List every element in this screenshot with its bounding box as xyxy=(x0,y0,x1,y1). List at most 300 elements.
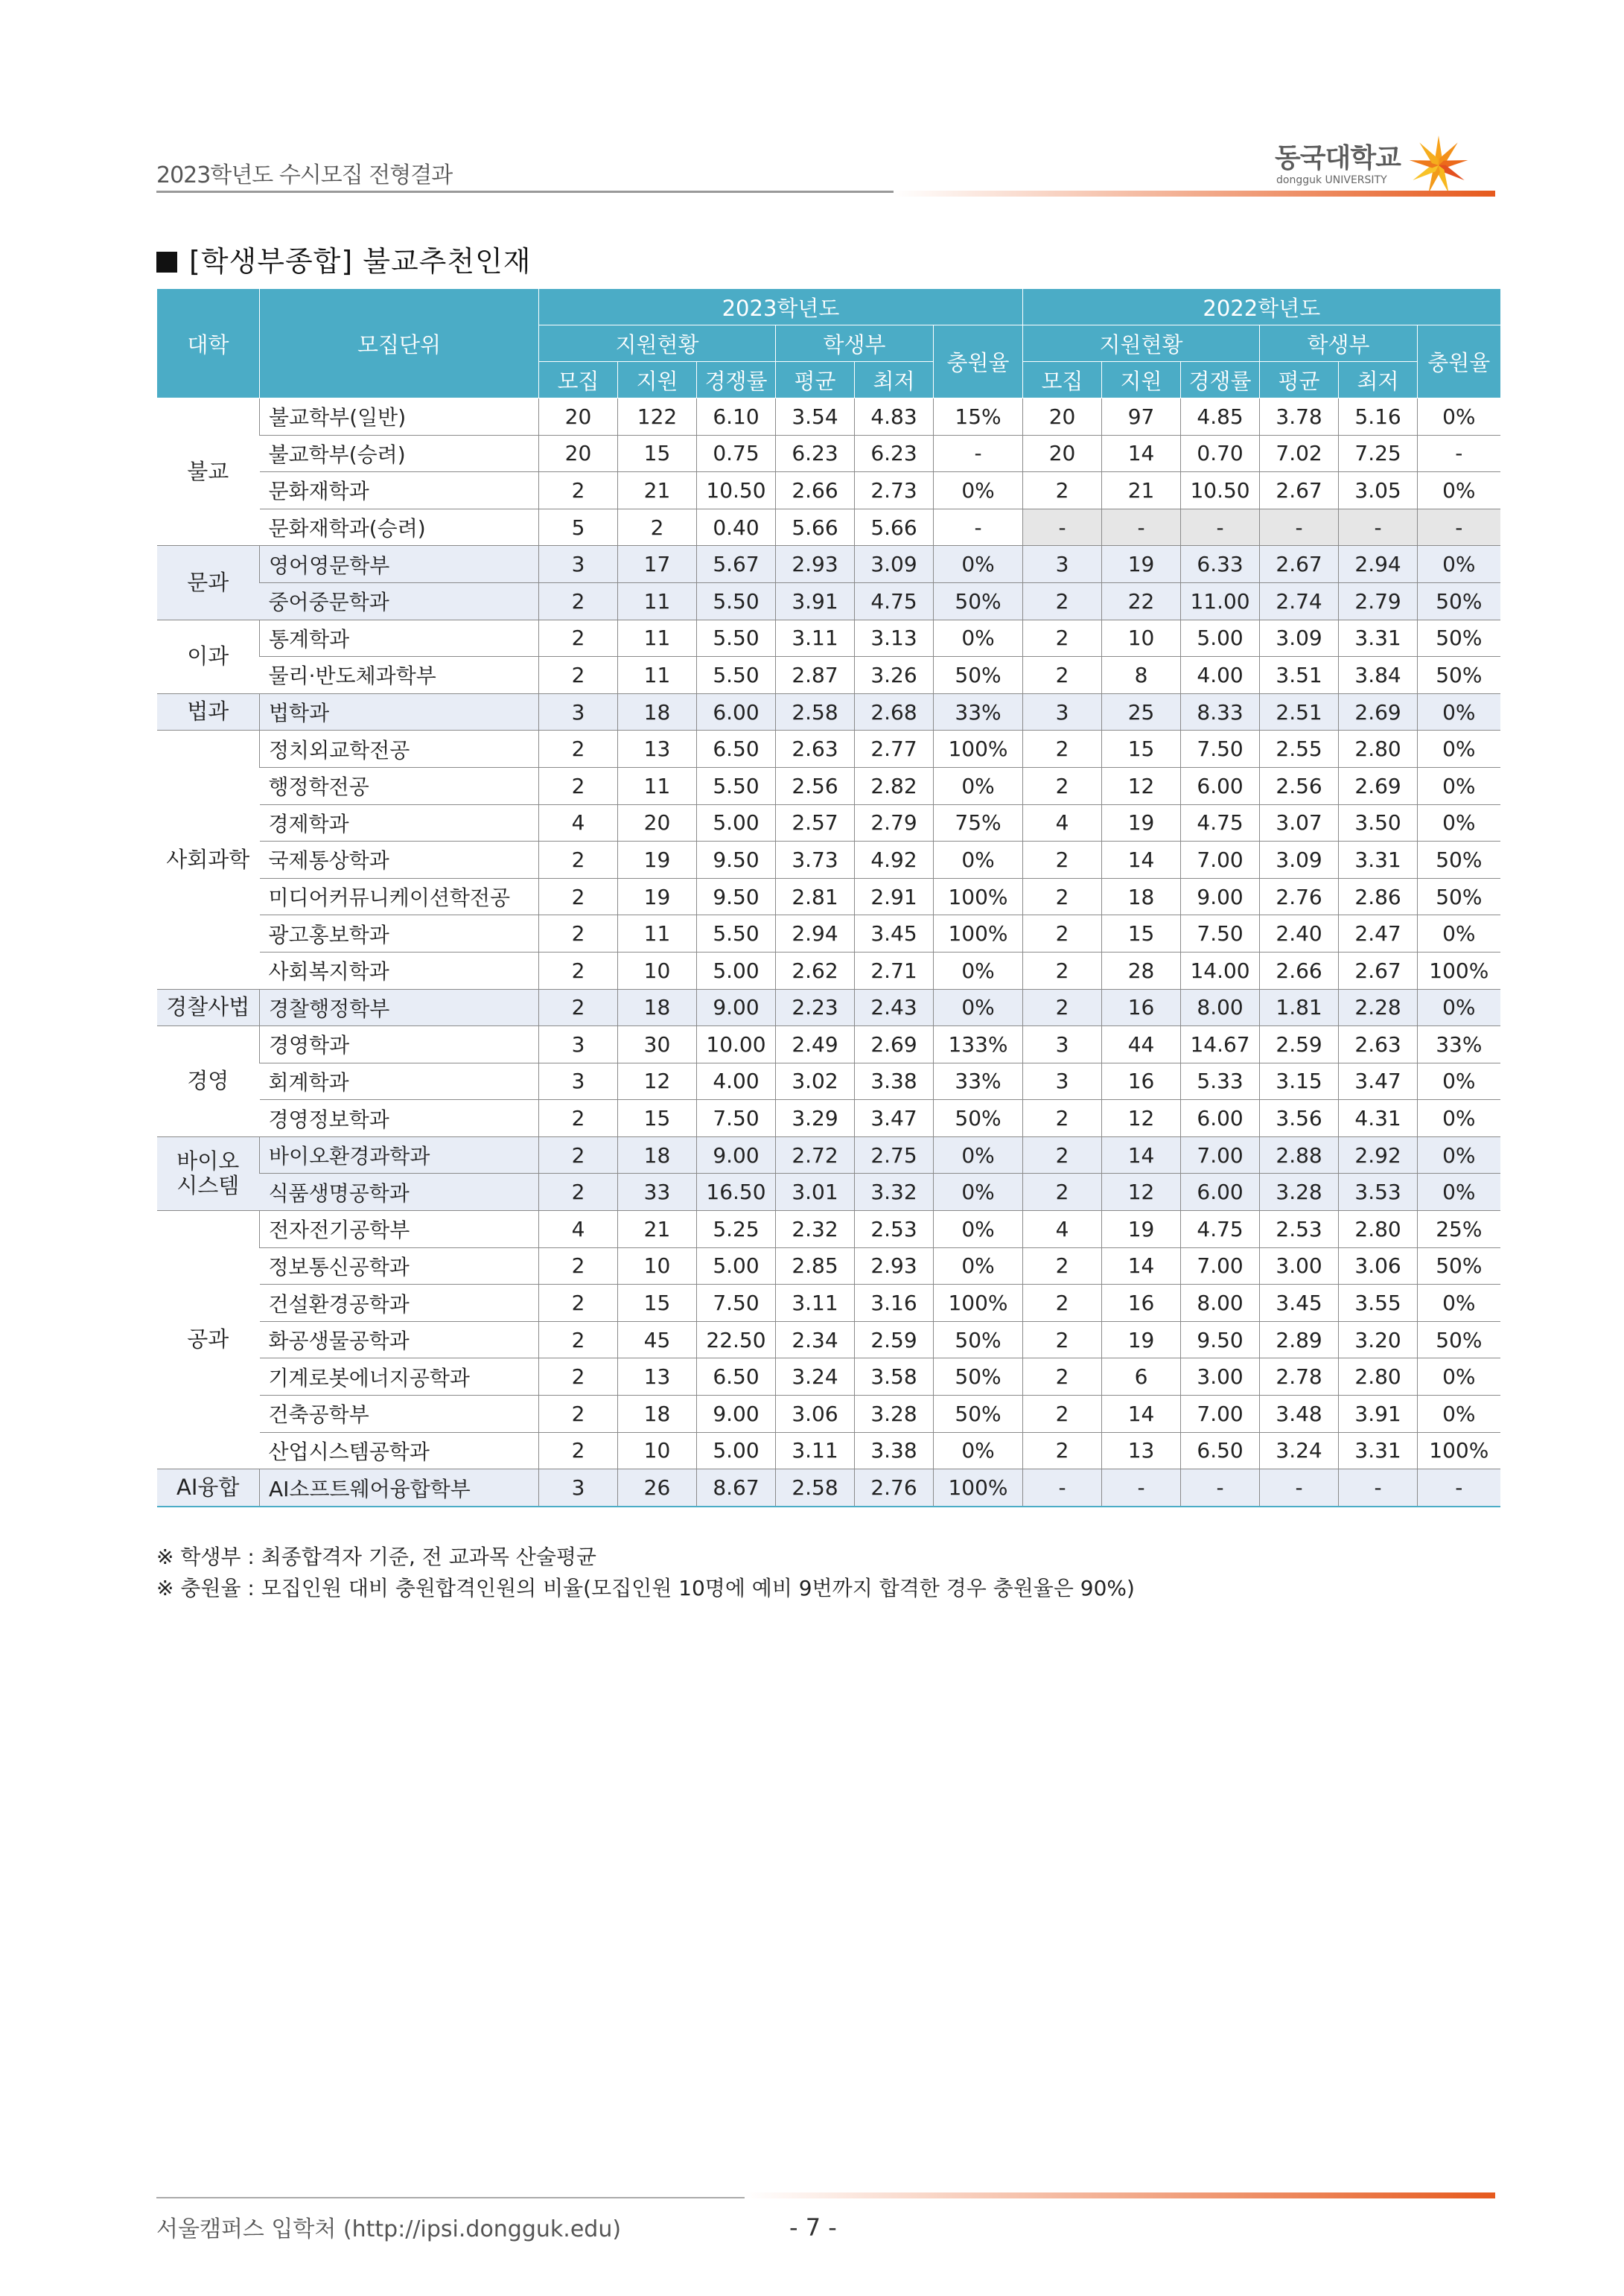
y2022-value-cell: 7.50 xyxy=(1181,731,1260,768)
y2022-value-cell: 2.80 xyxy=(1339,1358,1418,1396)
y2023-value-cell: 5.66 xyxy=(776,509,855,546)
y2022-value-cell: 9.00 xyxy=(1181,878,1260,915)
y2023-value-cell: 2.23 xyxy=(776,989,855,1026)
y2023-value-cell: 11 xyxy=(618,767,697,804)
y2023-value-cell: 2 xyxy=(539,731,618,768)
y2022-value-cell: 2.40 xyxy=(1260,915,1339,953)
col-avg-2022: 평균 xyxy=(1260,362,1339,398)
y2022-value-cell: 3.84 xyxy=(1339,657,1418,694)
y2023-value-cell: 4 xyxy=(539,804,618,842)
unit-name-cell: 문화재학과(승려) xyxy=(260,509,539,546)
y2022-value-cell: 4 xyxy=(1023,804,1102,842)
y2022-value-cell: 4.75 xyxy=(1181,1211,1260,1248)
y2023-value-cell: 4.00 xyxy=(697,1063,776,1100)
y2022-value-cell: 19 xyxy=(1102,1211,1181,1248)
y2022-value-cell: 50% xyxy=(1418,878,1500,915)
y2022-value-cell: 2.69 xyxy=(1339,767,1418,804)
y2022-value-cell: 100% xyxy=(1418,952,1500,989)
y2022-value-cell: 2.76 xyxy=(1260,878,1339,915)
y2023-value-cell: 3.28 xyxy=(855,1396,934,1433)
y2022-value-cell: 2 xyxy=(1023,1247,1102,1285)
y2022-value-cell: 3.91 xyxy=(1339,1396,1418,1433)
col-min-2022: 최저 xyxy=(1339,362,1418,398)
y2023-value-cell: 9.00 xyxy=(697,989,776,1026)
y2023-value-cell: 10 xyxy=(618,952,697,989)
y2022-value-cell: 2.63 xyxy=(1339,1026,1418,1063)
y2022-value-cell: 3 xyxy=(1023,546,1102,583)
college-cell: 바이오 시스템 xyxy=(157,1136,260,1210)
y2022-value-cell: 3.48 xyxy=(1260,1396,1339,1433)
y2022-value-cell: 0% xyxy=(1418,1100,1500,1137)
y2022-value-cell: 4 xyxy=(1023,1211,1102,1248)
y2023-value-cell: 2.58 xyxy=(776,693,855,731)
y2023-value-cell: 100% xyxy=(934,1469,1023,1507)
y2022-value-cell: 100% xyxy=(1418,1432,1500,1469)
y2022-value-cell: 20 xyxy=(1023,398,1102,436)
col-applicants-2023: 지원 xyxy=(618,362,697,398)
table-row xyxy=(157,546,1500,583)
y2023-value-cell: 2.58 xyxy=(776,1469,855,1507)
y2022-value-cell: 3 xyxy=(1023,1063,1102,1100)
y2023-value-cell: 2 xyxy=(539,915,618,953)
y2023-value-cell: 20 xyxy=(618,804,697,842)
y2023-value-cell: 100% xyxy=(934,731,1023,768)
unit-name-cell: 국제통상학과 xyxy=(260,842,539,879)
y2023-value-cell: 5.50 xyxy=(697,582,776,620)
y2022-value-cell: 2.51 xyxy=(1260,693,1339,731)
y2023-value-cell: 16.50 xyxy=(697,1174,776,1211)
y2022-value-cell: 3.31 xyxy=(1339,842,1418,879)
y2023-value-cell: 50% xyxy=(934,657,1023,694)
y2023-value-cell: 0.40 xyxy=(697,509,776,546)
unit-name-cell: 행정학전공 xyxy=(260,767,539,804)
y2022-value-cell: 3.47 xyxy=(1339,1063,1418,1100)
college-cell: AI융합 xyxy=(157,1469,260,1507)
y2022-value-cell: 7.00 xyxy=(1181,1396,1260,1433)
table-row xyxy=(157,1321,1500,1358)
y2023-value-cell: 2.93 xyxy=(855,1247,934,1285)
y2023-value-cell: 3.26 xyxy=(855,657,934,694)
unit-name-cell: AI소프트웨어융합학부 xyxy=(260,1469,539,1507)
y2022-value-cell: 0% xyxy=(1418,915,1500,953)
y2023-value-cell: 3.11 xyxy=(776,620,855,657)
y2022-value-cell: 8 xyxy=(1102,657,1181,694)
unit-name-cell: 불교학부(승려) xyxy=(260,435,539,472)
y2023-value-cell: 50% xyxy=(934,1396,1023,1433)
y2022-value-cell: 2.53 xyxy=(1260,1211,1339,1248)
y2022-value-cell: 6.00 xyxy=(1181,1100,1260,1137)
y2022-value-cell: 14 xyxy=(1102,842,1181,879)
y2023-value-cell: 2.68 xyxy=(855,693,934,731)
y2022-value-cell: 12 xyxy=(1102,767,1181,804)
unit-name-cell: 기계로봇에너지공학과 xyxy=(260,1358,539,1396)
y2023-value-cell: 30 xyxy=(618,1026,697,1063)
col-record-2023: 학생부 xyxy=(776,325,934,362)
col-fill-2023: 충원율 xyxy=(934,325,1023,398)
col-quota-2023: 모집 xyxy=(539,362,618,398)
y2023-value-cell: 7.50 xyxy=(697,1100,776,1137)
y2022-value-cell: 2.67 xyxy=(1260,546,1339,583)
unit-name-cell: 사회복지학과 xyxy=(260,952,539,989)
y2023-value-cell: 2 xyxy=(539,1321,618,1358)
y2022-value-cell: 3.00 xyxy=(1181,1358,1260,1396)
y2022-value-cell: 15 xyxy=(1102,731,1181,768)
y2022-value-cell: 3 xyxy=(1023,1026,1102,1063)
y2022-value-cell: 3.28 xyxy=(1260,1174,1339,1211)
y2023-value-cell: 3.11 xyxy=(776,1432,855,1469)
unit-name-cell: 식품생명공학과 xyxy=(260,1174,539,1211)
y2023-value-cell: 2 xyxy=(539,1396,618,1433)
unit-name-cell: 통계학과 xyxy=(260,620,539,657)
table-row xyxy=(157,398,1500,436)
y2022-value-cell: 14 xyxy=(1102,1396,1181,1433)
y2022-value-cell: 2.92 xyxy=(1339,1136,1418,1174)
y2022-value-cell: 3.15 xyxy=(1260,1063,1339,1100)
table-row xyxy=(157,1432,1500,1469)
y2023-value-cell: - xyxy=(934,509,1023,546)
footnote-fill-rate: ※ 충원율 : 모집인원 대비 충원합격인원의 비율(모집인원 10명에 예비 9번까지 합격한 경우 충원율은 90%) xyxy=(156,1576,1135,1600)
y2022-value-cell: 5.16 xyxy=(1339,398,1418,436)
y2022-value-cell: 3.31 xyxy=(1339,620,1418,657)
y2022-value-cell: 12 xyxy=(1102,1100,1181,1137)
y2022-value-cell: - xyxy=(1260,1469,1339,1507)
unit-name-cell: 광고홍보학과 xyxy=(260,915,539,953)
y2022-value-cell: 2 xyxy=(1023,1174,1102,1211)
col-fill-2022: 충원율 xyxy=(1418,325,1500,398)
y2022-value-cell: 16 xyxy=(1102,1063,1181,1100)
unit-name-cell: 건설환경공학과 xyxy=(260,1285,539,1322)
y2022-value-cell: 2 xyxy=(1023,1100,1102,1137)
table-row xyxy=(157,1247,1500,1285)
y2023-value-cell: 2 xyxy=(539,472,618,509)
y2023-value-cell: 15 xyxy=(618,435,697,472)
y2023-value-cell: 15 xyxy=(618,1285,697,1322)
y2023-value-cell: 100% xyxy=(934,915,1023,953)
unit-name-cell: 정치외교학전공 xyxy=(260,731,539,768)
y2023-value-cell: 3.58 xyxy=(855,1358,934,1396)
y2023-value-cell: 3.47 xyxy=(855,1100,934,1137)
y2022-value-cell: 3.50 xyxy=(1339,804,1418,842)
y2022-value-cell: 0% xyxy=(1418,546,1500,583)
admission-results-table xyxy=(156,288,1500,1507)
y2023-value-cell: 100% xyxy=(934,878,1023,915)
y2023-value-cell: 2 xyxy=(539,620,618,657)
y2022-value-cell: 7.25 xyxy=(1339,435,1418,472)
table-row xyxy=(157,509,1500,546)
y2022-value-cell: 0% xyxy=(1418,398,1500,436)
col-quota-2022: 모집 xyxy=(1023,362,1102,398)
y2022-value-cell: 8.00 xyxy=(1181,989,1260,1026)
y2022-value-cell: 2.80 xyxy=(1339,1211,1418,1248)
y2023-value-cell: 19 xyxy=(618,878,697,915)
y2023-value-cell: 5.50 xyxy=(697,657,776,694)
unit-name-cell: 미디어커뮤니케이션학전공 xyxy=(260,878,539,915)
square-bullet-icon xyxy=(156,252,177,273)
y2022-value-cell: 2 xyxy=(1023,731,1102,768)
y2023-value-cell: 6.23 xyxy=(776,435,855,472)
y2023-value-cell: 2.81 xyxy=(776,878,855,915)
y2023-value-cell: 3 xyxy=(539,1469,618,1507)
y2023-value-cell: 11 xyxy=(618,915,697,953)
y2022-value-cell: 2 xyxy=(1023,620,1102,657)
y2023-value-cell: 2 xyxy=(539,1285,618,1322)
y2022-value-cell: - xyxy=(1260,509,1339,546)
y2023-value-cell: 3.24 xyxy=(776,1358,855,1396)
y2022-value-cell: 25 xyxy=(1102,693,1181,731)
y2023-value-cell: 3.02 xyxy=(776,1063,855,1100)
y2022-value-cell: 2 xyxy=(1023,1396,1102,1433)
col-apply-2022: 지원현황 xyxy=(1023,325,1260,362)
unit-name-cell: 건축공학부 xyxy=(260,1396,539,1433)
table-row xyxy=(157,1174,1500,1211)
y2023-value-cell: 2 xyxy=(539,582,618,620)
y2023-value-cell: 12 xyxy=(618,1063,697,1100)
y2023-value-cell: 50% xyxy=(934,1100,1023,1137)
y2023-value-cell: 33% xyxy=(934,1063,1023,1100)
y2023-value-cell: 3.29 xyxy=(776,1100,855,1137)
y2023-value-cell: 2.43 xyxy=(855,989,934,1026)
y2022-value-cell: 0% xyxy=(1418,804,1500,842)
y2022-value-cell: 19 xyxy=(1102,1321,1181,1358)
y2023-value-cell: 9.50 xyxy=(697,878,776,915)
y2022-value-cell: 4.00 xyxy=(1181,657,1260,694)
y2022-value-cell: 0% xyxy=(1418,693,1500,731)
y2023-value-cell: 9.50 xyxy=(697,842,776,879)
y2022-value-cell: 6.00 xyxy=(1181,1174,1260,1211)
y2023-value-cell: 15% xyxy=(934,398,1023,436)
col-college: 대학 xyxy=(157,289,260,398)
y2023-value-cell: 5.50 xyxy=(697,767,776,804)
table-row xyxy=(157,472,1500,509)
y2022-value-cell: 0% xyxy=(1418,472,1500,509)
y2022-value-cell: 50% xyxy=(1418,1321,1500,1358)
table-row xyxy=(157,731,1500,768)
y2023-value-cell: 26 xyxy=(618,1469,697,1507)
y2022-value-cell: 2.89 xyxy=(1260,1321,1339,1358)
y2022-value-cell: 7.50 xyxy=(1181,915,1260,953)
y2022-value-cell: 50% xyxy=(1418,842,1500,879)
table-row xyxy=(157,767,1500,804)
y2022-value-cell: 19 xyxy=(1102,804,1181,842)
y2022-value-cell: 50% xyxy=(1418,657,1500,694)
y2022-value-cell: 2.78 xyxy=(1260,1358,1339,1396)
y2023-value-cell: 133% xyxy=(934,1026,1023,1063)
footnotes xyxy=(156,1542,1135,1604)
y2023-value-cell: 0% xyxy=(934,620,1023,657)
y2022-value-cell: 0% xyxy=(1418,989,1500,1026)
y2022-value-cell: 16 xyxy=(1102,989,1181,1026)
unit-name-cell: 경영정보학과 xyxy=(260,1100,539,1137)
y2022-value-cell: 2.86 xyxy=(1339,878,1418,915)
table-row xyxy=(157,1396,1500,1433)
y2022-value-cell: 2 xyxy=(1023,1136,1102,1174)
y2023-value-cell: 15 xyxy=(618,1100,697,1137)
y2023-value-cell: 33 xyxy=(618,1174,697,1211)
y2022-value-cell: 11.00 xyxy=(1181,582,1260,620)
y2023-value-cell: 122 xyxy=(618,398,697,436)
y2023-value-cell: 3.73 xyxy=(776,842,855,879)
y2022-value-cell: 22 xyxy=(1102,582,1181,620)
y2023-value-cell: 9.00 xyxy=(697,1136,776,1174)
y2022-value-cell: 2 xyxy=(1023,915,1102,953)
y2023-value-cell: 45 xyxy=(618,1321,697,1358)
y2023-value-cell: 2 xyxy=(539,1358,618,1396)
y2022-value-cell: 14 xyxy=(1102,1247,1181,1285)
table-row xyxy=(157,804,1500,842)
table-row xyxy=(157,842,1500,879)
table-row xyxy=(157,1063,1500,1100)
college-cell: 공과 xyxy=(157,1211,260,1469)
unit-name-cell: 전자전기공학부 xyxy=(260,1211,539,1248)
table-row xyxy=(157,657,1500,694)
y2022-value-cell: 2.74 xyxy=(1260,582,1339,620)
y2023-value-cell: 11 xyxy=(618,620,697,657)
logo-name: 동국대학교 xyxy=(1275,143,1401,174)
college-cell: 사회과학 xyxy=(157,731,260,989)
y2022-value-cell: 2.69 xyxy=(1339,693,1418,731)
y2022-value-cell: 2 xyxy=(1023,1432,1102,1469)
y2023-value-cell: 0% xyxy=(934,1247,1023,1285)
y2022-value-cell: 0% xyxy=(1418,1358,1500,1396)
y2023-value-cell: 0% xyxy=(934,952,1023,989)
y2022-value-cell: 12 xyxy=(1102,1174,1181,1211)
y2023-value-cell: 5.25 xyxy=(697,1211,776,1248)
y2023-value-cell: 2 xyxy=(539,657,618,694)
y2023-value-cell: 22.50 xyxy=(697,1321,776,1358)
y2022-value-cell: 2 xyxy=(1023,1358,1102,1396)
y2022-value-cell: 0% xyxy=(1418,1285,1500,1322)
y2023-value-cell: 3.32 xyxy=(855,1174,934,1211)
y2023-value-cell: 2 xyxy=(539,878,618,915)
y2023-value-cell: 2 xyxy=(539,1247,618,1285)
y2023-value-cell: 2.63 xyxy=(776,731,855,768)
y2022-value-cell: 3.51 xyxy=(1260,657,1339,694)
y2023-value-cell: 3.91 xyxy=(776,582,855,620)
y2022-value-cell: 3.09 xyxy=(1260,620,1339,657)
y2023-value-cell: 13 xyxy=(618,1358,697,1396)
y2023-value-cell: 0% xyxy=(934,546,1023,583)
y2022-value-cell: 6.33 xyxy=(1181,546,1260,583)
y2023-value-cell: 5.66 xyxy=(855,509,934,546)
y2022-value-cell: - xyxy=(1418,1469,1500,1507)
y2023-value-cell: 0.75 xyxy=(697,435,776,472)
table-row xyxy=(157,1469,1500,1507)
y2023-value-cell: 2 xyxy=(539,989,618,1026)
y2023-value-cell: 2.79 xyxy=(855,804,934,842)
y2022-value-cell: 9.50 xyxy=(1181,1321,1260,1358)
y2023-value-cell: 2.85 xyxy=(776,1247,855,1285)
y2022-value-cell: 0% xyxy=(1418,1396,1500,1433)
col-avg-2023: 평균 xyxy=(776,362,855,398)
table-row xyxy=(157,1136,1500,1174)
y2022-value-cell: 18 xyxy=(1102,878,1181,915)
unit-name-cell: 경찰행정학부 xyxy=(260,989,539,1026)
y2023-value-cell: 4 xyxy=(539,1211,618,1248)
y2023-value-cell: 0% xyxy=(934,842,1023,879)
y2022-value-cell: 19 xyxy=(1102,546,1181,583)
y2022-value-cell: 3.20 xyxy=(1339,1321,1418,1358)
y2023-value-cell: 5.00 xyxy=(697,1247,776,1285)
college-cell: 경찰사법 xyxy=(157,989,260,1026)
y2023-value-cell: 2.59 xyxy=(855,1321,934,1358)
y2023-value-cell: 3 xyxy=(539,1063,618,1100)
y2023-value-cell: 2 xyxy=(539,767,618,804)
y2023-value-cell: 6.10 xyxy=(697,398,776,436)
table-row xyxy=(157,582,1500,620)
y2022-value-cell: 0% xyxy=(1418,767,1500,804)
y2023-value-cell: 6.50 xyxy=(697,1358,776,1396)
table-row xyxy=(157,1211,1500,1248)
col-year-2023: 2023학년도 xyxy=(539,289,1023,325)
y2023-value-cell: 18 xyxy=(618,693,697,731)
y2023-value-cell: 0% xyxy=(934,1432,1023,1469)
y2023-value-cell: 11 xyxy=(618,657,697,694)
table-row xyxy=(157,989,1500,1026)
y2022-value-cell: 2.55 xyxy=(1260,731,1339,768)
y2023-value-cell: 3.16 xyxy=(855,1285,934,1322)
y2022-value-cell: 2 xyxy=(1023,1285,1102,1322)
university-logo xyxy=(1275,131,1491,198)
y2022-value-cell: - xyxy=(1023,1469,1102,1507)
y2022-value-cell: 0% xyxy=(1418,1174,1500,1211)
footnote-record: ※ 학생부 : 최종합격자 기준, 전 교과목 산술평균 xyxy=(156,1545,596,1569)
y2022-value-cell: 50% xyxy=(1418,1247,1500,1285)
y2022-value-cell: 50% xyxy=(1418,582,1500,620)
y2023-value-cell: 6.00 xyxy=(697,693,776,731)
y2022-value-cell: 10 xyxy=(1102,620,1181,657)
y2022-value-cell: 3.00 xyxy=(1260,1247,1339,1285)
y2022-value-cell: 7.00 xyxy=(1181,1247,1260,1285)
y2023-value-cell: 50% xyxy=(934,1321,1023,1358)
y2022-value-cell: - xyxy=(1181,509,1260,546)
y2022-value-cell: 50% xyxy=(1418,620,1500,657)
table-row xyxy=(157,693,1500,731)
y2022-value-cell: 20 xyxy=(1023,435,1102,472)
unit-name-cell: 법학과 xyxy=(260,693,539,731)
unit-name-cell: 산업시스템공학과 xyxy=(260,1432,539,1469)
y2022-value-cell: 8.00 xyxy=(1181,1285,1260,1322)
y2023-value-cell: 2 xyxy=(539,1100,618,1137)
y2023-value-cell: 0% xyxy=(934,1174,1023,1211)
table-row xyxy=(157,620,1500,657)
college-cell: 이과 xyxy=(157,620,260,693)
y2022-value-cell: 0% xyxy=(1418,1136,1500,1174)
y2022-value-cell: 2.56 xyxy=(1260,767,1339,804)
y2022-value-cell: 4.75 xyxy=(1181,804,1260,842)
y2022-value-cell: 2.47 xyxy=(1339,915,1418,953)
y2022-value-cell: 3.07 xyxy=(1260,804,1339,842)
y2022-value-cell: - xyxy=(1339,509,1418,546)
y2023-value-cell: 8.67 xyxy=(697,1469,776,1507)
y2023-value-cell: 2.53 xyxy=(855,1211,934,1248)
y2022-value-cell: 7.00 xyxy=(1181,1136,1260,1174)
y2023-value-cell: 3.13 xyxy=(855,620,934,657)
y2023-value-cell: 33% xyxy=(934,693,1023,731)
y2022-value-cell: 2 xyxy=(1023,657,1102,694)
table-row xyxy=(157,915,1500,953)
y2023-value-cell: 3.06 xyxy=(776,1396,855,1433)
y2023-value-cell: 2.76 xyxy=(855,1469,934,1507)
unit-name-cell: 회계학과 xyxy=(260,1063,539,1100)
y2022-value-cell: 25% xyxy=(1418,1211,1500,1248)
y2022-value-cell: 28 xyxy=(1102,952,1181,989)
col-applicants-2022: 지원 xyxy=(1102,362,1181,398)
footer-accent-line xyxy=(745,2192,1495,2198)
y2023-value-cell: 2 xyxy=(618,509,697,546)
table-row xyxy=(157,878,1500,915)
y2022-value-cell: 0% xyxy=(1418,1063,1500,1100)
y2023-value-cell: 4.83 xyxy=(855,398,934,436)
